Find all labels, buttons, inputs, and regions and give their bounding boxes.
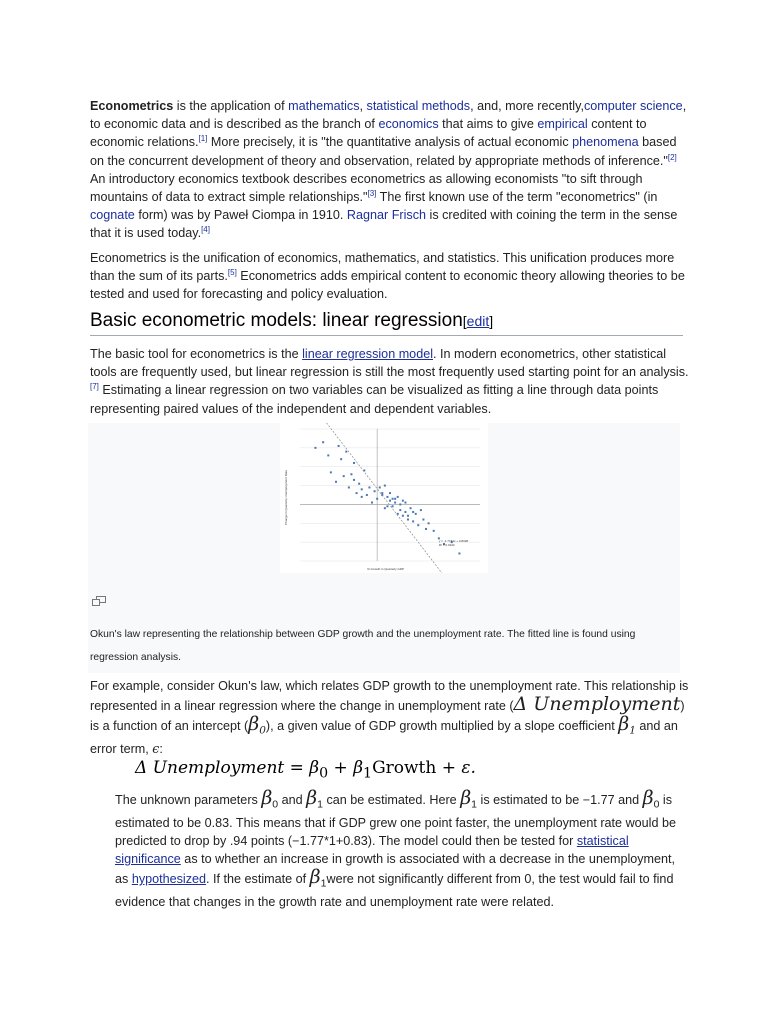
link-phenomena[interactable]: phenomena	[572, 135, 639, 150]
text: is credited with coining the term in the sense that it is used today.	[90, 208, 678, 241]
data-point	[399, 503, 401, 505]
data-point	[420, 509, 422, 511]
math-beta: β	[309, 866, 321, 889]
data-point	[353, 479, 355, 481]
link-empirical[interactable]: empirical	[537, 117, 588, 132]
text: ) is a function of an intercept (	[90, 699, 685, 734]
text: is estimated to be 0.83. This means that if GDP grew one point faster, the unemployment rate would be predicted to drop by .94 points (−1.77*1+0.83). The model could then be tested for	[115, 793, 676, 848]
data-point	[389, 500, 391, 502]
data-point	[415, 513, 417, 515]
edit-link[interactable]: edit	[466, 313, 490, 329]
okun-paragraph	[90, 677, 690, 758]
unification-paragraph	[90, 249, 690, 304]
data-point	[412, 520, 414, 522]
data-point	[381, 492, 383, 494]
data-point	[417, 524, 419, 526]
data-point	[412, 511, 414, 513]
data-point	[425, 528, 427, 530]
data-point	[322, 441, 324, 443]
data-point	[389, 492, 391, 494]
link-linear-regression-model[interactable]: linear regression model	[302, 347, 433, 361]
ref-3[interactable]: [3]	[367, 188, 377, 198]
data-point	[327, 454, 329, 456]
math-beta0: β	[248, 713, 260, 736]
formula-growth: Growth	[372, 758, 437, 778]
data-point	[458, 552, 460, 554]
math-beta: β	[306, 787, 318, 809]
data-point	[374, 490, 376, 492]
ref-4[interactable]: [4]	[201, 225, 210, 235]
edit-bracket-close: ]	[489, 313, 494, 329]
data-point	[397, 496, 399, 498]
data-point	[330, 471, 332, 473]
math-sub1: 1	[629, 724, 636, 737]
data-point	[350, 473, 352, 475]
chart-legend-equation: y = -1.7744x + 0.8328	[438, 539, 469, 544]
data-point	[394, 502, 396, 504]
data-point	[392, 498, 394, 500]
ref-7[interactable]: [7]	[90, 382, 99, 392]
data-point	[384, 507, 386, 509]
math-beta: β	[261, 787, 273, 809]
data-point	[314, 447, 316, 449]
term-econometrics: Econometrics	[90, 99, 174, 113]
data-point	[422, 519, 424, 521]
text: , and, more recently,	[470, 99, 584, 113]
data-point	[379, 486, 381, 488]
text: The basic tool for econometrics is the	[90, 347, 303, 361]
text: content to economic relations.	[90, 117, 647, 150]
math-sub: 1	[320, 877, 327, 890]
math-beta: β	[642, 787, 654, 809]
data-point	[366, 494, 368, 496]
scatter-chart-image[interactable]	[280, 423, 488, 573]
text: as to whether an increase in growth is associated with a decrease in the unemployment, as	[115, 852, 676, 887]
chart-xlabel: % Growth in Quarterly GDP	[367, 567, 404, 571]
text: form) was by Paweł Ciompa in 1910.	[134, 208, 347, 223]
text: that aims to give	[438, 117, 538, 132]
data-point	[384, 485, 386, 487]
math-sub0: 0	[259, 724, 266, 737]
data-point	[343, 475, 345, 477]
link-hypothesized[interactable]: hypothesized	[131, 872, 207, 887]
text: :	[159, 742, 163, 757]
data-point	[340, 458, 342, 460]
text: is estimated to be −1.77 and	[477, 793, 643, 807]
text: More precisely, it is "the quantitative analysis of actual economic	[207, 135, 573, 150]
data-point	[361, 496, 363, 498]
data-point	[407, 519, 409, 521]
text: ,	[359, 99, 367, 113]
text: ), a given value of GDP growth multiplied by a slope coefficient	[265, 719, 619, 734]
heading-text: Basic econometric models: linear regression	[90, 310, 463, 331]
math-beta: β	[460, 787, 472, 809]
data-point	[335, 481, 337, 483]
intro-paragraph	[90, 97, 690, 243]
link-mathematics[interactable]: mathematics	[288, 99, 360, 113]
data-point	[371, 502, 373, 504]
data-point	[428, 522, 430, 524]
text: Estimating a linear regression on two variables can be visualized as fitting a line through data points representing paired values of the independent and dependent variables.	[90, 383, 659, 416]
data-point	[399, 509, 401, 511]
data-point	[410, 507, 412, 509]
text: can be estimated. Here	[322, 793, 461, 807]
link-ragnar-frisch[interactable]: Ragnar Frisch	[346, 208, 427, 223]
estimation-paragraph	[115, 789, 685, 911]
link-statistical-methods[interactable]: statistical methods	[366, 99, 471, 113]
text: were not significantly different from 0, the test would fail to find evidence that changes in the growth rate and unemployment rate were related.	[115, 872, 674, 910]
figure-caption: Okun's law representing the relationship between GDP growth and the unemployment rate. The fitted line is found using regression analysis.	[90, 629, 636, 663]
math-sub: 0	[653, 798, 660, 811]
data-point	[386, 505, 388, 507]
data-point	[368, 486, 370, 488]
math-epsilon: ϵ	[152, 741, 160, 757]
data-point	[338, 445, 340, 447]
formula-lhs: Δ Unemployment = β	[135, 758, 320, 778]
data-point	[353, 462, 355, 464]
edit-section	[463, 313, 493, 329]
math-sub: 1	[317, 798, 323, 811]
figure-okuns-law	[88, 423, 680, 673]
data-point	[433, 530, 435, 532]
text: and	[278, 793, 307, 807]
ref-2[interactable]: [2]	[667, 152, 677, 162]
section-heading	[90, 309, 683, 336]
data-point	[402, 515, 404, 517]
text: Econometrics adds empirical content to economic theory allowing theories to be tested and used for forecasting and policy evaluation.	[90, 269, 685, 302]
edit-bracket-open: [	[462, 313, 467, 329]
data-point	[348, 486, 350, 488]
link-economics[interactable]: economics	[378, 117, 439, 132]
text: An introductory economics textbook describes econometrics as allowing economists "to sift through mountains of data to extract simple relationships."	[90, 171, 643, 205]
text: Econometrics is the unification of economics, mathematics, and statistics. This unification produces more than the sum of its parts.	[90, 251, 675, 284]
data-point	[392, 505, 394, 507]
text: and an error term,	[90, 719, 678, 757]
math-sub: 1	[471, 798, 478, 811]
ref-5[interactable]: [5]	[227, 268, 237, 278]
link-computer-science[interactable]: computer science	[583, 99, 683, 113]
data-point	[407, 515, 409, 517]
formula-rest: + ε.	[436, 758, 476, 778]
text: . If the estimate of	[206, 872, 310, 887]
data-point	[356, 492, 358, 494]
text: . In modern econometrics, other statistical tools are frequently used, but linear regression is still the most frequently used starting point for an analysis.	[90, 347, 689, 380]
magnify-icon[interactable]	[92, 596, 106, 606]
link-statistical-significance[interactable]: statistical significance	[115, 833, 629, 867]
data-point	[386, 496, 388, 498]
data-point	[402, 500, 404, 502]
formula-plus: + β	[328, 758, 364, 778]
data-point	[404, 502, 406, 504]
text: The unknown parameters	[115, 793, 262, 807]
ref-1[interactable]: [1]	[198, 134, 208, 144]
math-sub: 0	[272, 798, 279, 811]
text: , to economic data and is described as the branch of	[90, 99, 687, 132]
text: The first known use of the term "econometrics" (in	[376, 190, 658, 205]
math-delta-unemployment: Δ Unemployment	[513, 693, 681, 716]
text: based on the concurrent development of theory and observation, related by appropriate methods of inference."	[90, 135, 677, 168]
chart-legend-r2: R² = 0.3244	[438, 543, 455, 548]
formula-sub1: 1	[363, 765, 373, 782]
data-point	[376, 498, 378, 500]
text: For example, consider Okun's law, which relates GDP growth to the unemployment rate. This relationship is represented in a linear regression where the change in unemployment rate (	[90, 679, 689, 714]
text: is the application of	[173, 99, 289, 113]
data-point	[394, 498, 396, 500]
link-cognate[interactable]: cognate	[90, 208, 135, 223]
trendline	[305, 423, 464, 573]
data-point	[404, 511, 406, 513]
formula-sub0: 0	[319, 765, 329, 782]
regression-paragraph	[90, 345, 690, 418]
scatter-chart	[280, 423, 488, 573]
data-point	[358, 483, 360, 485]
data-point	[345, 451, 347, 453]
data-point	[361, 488, 363, 490]
chart-ylabel: Change in Quarterly Unemployment Rate	[284, 469, 288, 525]
regression-formula	[135, 759, 476, 783]
math-beta1: β	[618, 713, 630, 736]
